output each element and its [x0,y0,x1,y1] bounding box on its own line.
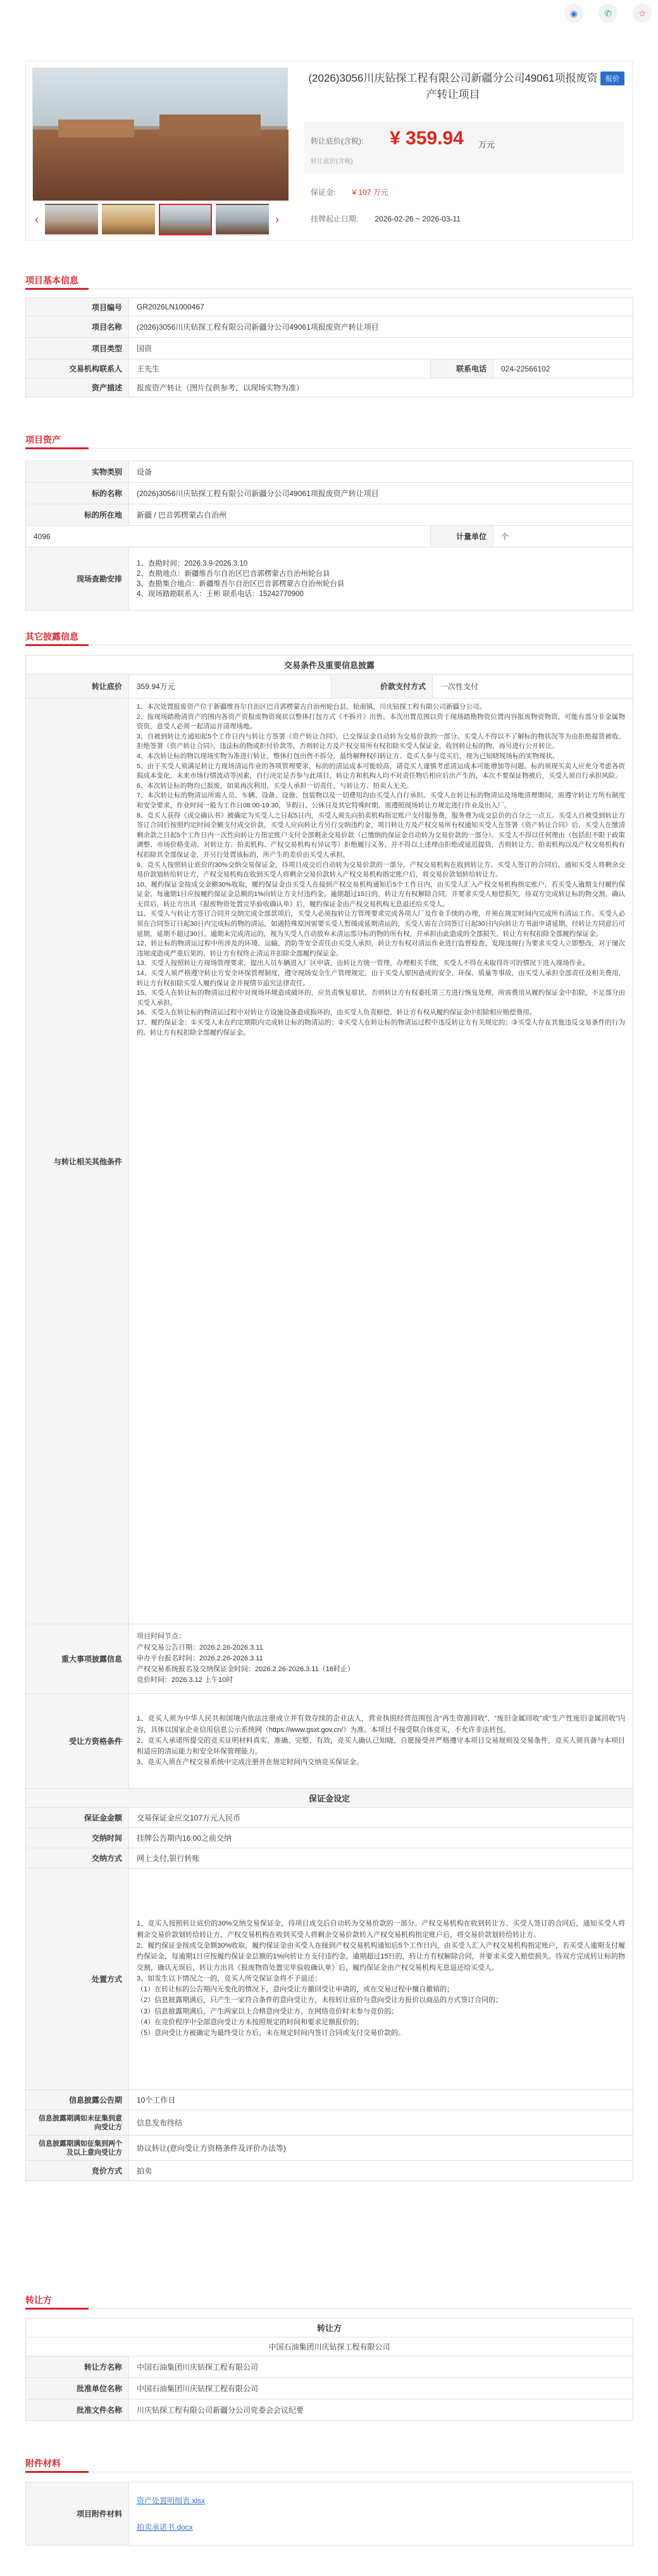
star-icon[interactable]: ☆ [633,4,652,23]
time-label: 交纳时间 [26,1828,129,1848]
deposit-row [311,187,388,197]
guarantee-method: 网上支付,银行转账 [129,1848,633,1869]
disclosure-table [25,655,633,2181]
transfer-price: 359.94万元 [129,675,332,699]
thumbnail[interactable] [102,204,155,235]
date-label: 挂牌起止日期: [311,215,359,223]
section-title-basic: 项目基本信息 [25,275,78,285]
qualification-info: 1、竞买人须为中华人民共和国境内依法注册成立并有效存续的企业法人，营业执照经营范围包含“再生资源回收”、“废旧金属回收”或“生产性废旧金属回收”内容，具体以国家企业信用信息公示系统网（https://www.gsxt.gov.cn/）为准。本项目不接受联合体竞买，不允许非法转包。 2、竞买人承诺所提交的竞买证明材料真实、准确、完整、有效，竞买人确认已知晓、自愿接受并严格遵守本项目交易规则及交易条件，竞买人须具备与本项目相适应的清运能力和安全环保管理能力。 3、竞买人须在产权交易系统中完成注册并在规定时间内交纳竞买保证金。 [129,1694,633,1789]
photo-thumbnails [32,204,288,235]
price-value: ¥ 359.94 [390,128,464,149]
project-summary [25,61,633,241]
handling-label: 处置方式 [26,1869,129,2090]
section-title-disclosure: 其它披露信息 [25,632,78,642]
thumbnail[interactable] [159,204,212,235]
section-title-transferor: 转让方 [25,2295,52,2305]
phone-label: 联系电话 [431,359,494,378]
guarantee-amount: 交易保证金应交107万元人民币 [129,1808,633,1828]
conditions-label: 与转让相关其他条件 [26,699,129,1624]
deposit-label: 保证金: [311,188,336,197]
section-title-attachments: 附件材料 [25,2458,61,2468]
asset-table [25,461,633,611]
kind-label: 实物类别 [26,461,129,483]
guarantee-subhead: 保证金设定 [26,1789,633,1808]
price-unit: 万元 [478,140,495,149]
chevron-right-icon[interactable]: › [275,213,279,226]
bidding-method: 拍卖 [129,2161,633,2181]
no-buyer-label: 信息披露期满如未征集到意向受让方 [26,2110,129,2136]
transferor-table [25,2318,633,2421]
contact-phone: 024-22566102 [494,359,633,378]
asset-kind: 设备 [129,461,633,483]
deposit-value: ¥ 107 万元 [352,188,388,197]
contact-label: 交易机构联系人 [26,359,129,378]
price-label: 转让底价 [26,675,129,699]
no-buyer-value: 信息发布终结 [129,2110,633,2136]
bidding-label: 竞价方式 [26,2161,129,2181]
asset-name-label: 标的名称 [26,483,129,504]
asset-quantity: 4096 [26,526,431,547]
payment-method: 一次性支付 [433,675,633,699]
thumbnail[interactable] [216,204,269,235]
transferor-name-label: 转让方名称 [26,2356,129,2378]
date-row [311,213,461,224]
chevron-left-icon[interactable]: ‹ [35,213,39,226]
thumbnail[interactable] [45,204,98,235]
attachment-link[interactable]: 资产处置明细表.xlsx [137,2496,206,2505]
wechat-icon[interactable]: ✆ [599,4,618,23]
date-value: 2026-02-26 ~ 2026-03-11 [375,215,461,223]
status-badge: 报价 [600,72,624,85]
method-label: 交纳方式 [26,1848,129,1869]
multi-buyer-label: 信息披露期满如征集到两个及以上意向受让方 [26,2136,129,2161]
handling-info: 1、竞买人按照转让底价的30%交纳交易保证金，待项目成交后自动转为交易价款的一部分。产权交易机构在收到转让方、买受人签订的合同后，通知买受人将剩余交易价款划转给转让方，产权交易机构在收到买受人将剩余交易价款转入产权交易机构指定账户后，将交易价款划转给转让方。 2、履约保证金按成交金额30%收取，履约保证金由买受人在接到产权交易机构通知后5个工作日内，由买受人汇入产权交易机构指定账户，若买受人逾期支付履约保证金，每逾期1日应按履约保证金总额的1%向转让方支付违约金。逾期超过15日的，转让方有权解除合同，并要求买受人赔偿损失。待双方完成转让标的物交割，确认无误后，转让方出具《报废物资处置完毕验收确认单》后，履约保证金由产权交易机构无息退还给买受人。 3、如发生以下情况之一的，竞买人所交保证金将不予退还： （1）在转让标的公告期内无变化的情况下，意向受让方撤回受让申请的，或在交易过程中擅自撤销的； （2）信息披露期满后，只产生一家符合条件的意向受让方，未按转让底价与意向受让方报价以商品的方式签订合同的； （3）信息披露期满后，产生两家以上合格意向受让方，在网络竞价时未参与竞价的； （4）在竞价程序中全部意向受让方未按照规定的时间和要求足额报价的； （5）意向受让方被确定为最终受让方后，未在规定时间内签订合同或支付交易价款的。 [129,1869,633,2090]
desc-label: 资产描述 [26,378,129,397]
qualification-label: 受让方资格条件 [26,1694,129,1789]
attachments-table [25,2482,633,2546]
approval-doc: 川庆钻探工程有限公司新疆分公司党委会会议纪要 [129,2399,633,2421]
contact-person: 王先生 [129,359,431,378]
section-divider [25,448,633,449]
attachment-link[interactable]: 拍卖承诺书.docx [137,2522,193,2532]
attachments-label: 项目附件材料 [26,2482,129,2546]
section-divider [25,2308,633,2309]
asset-name: (2026)3056川庆钻探工程有限公司新疆分公司49061项报废资产转让项目 [129,483,633,504]
location-label: 标的所在地 [26,504,129,526]
approval-doc-label: 批准文件名称 [26,2399,129,2421]
project-title: (2026)3056川庆钻探工程有限公司新疆分公司49061项报废资产转让项目 [308,72,598,101]
approver-name: 中国石油集团川庆钻探工程有限公司 [129,2378,633,2399]
amount-label: 保证金金额 [26,1808,129,1828]
viewing-label: 现场查勘安排 [26,547,129,611]
guarantee-time: 挂牌公告期内16:00之前交纳 [129,1828,633,1848]
transferor-name: 中国石油集团川庆钻探工程有限公司 [129,2356,633,2378]
payment-method-label: 价款支付方式 [332,675,433,699]
disclosure-subhead: 交易条件及重要信息披露 [26,656,633,675]
announcement-label: 信息披露公告期 [26,2090,129,2110]
weibo-icon[interactable]: ◉ [564,4,583,23]
transfer-conditions: 1、本次处置报废资产位于新疆维吾尔自治区巴音郭楞蒙古自治州轮台县、轮南镇，川庆钻探工程有限公司新疆分公司。 2、按现场踏勘清资产的围内各资产资报废物资现状以整体打包方式《不拆开》出售。本次出置范围以资于现场踏勘物资位置内容报废物资物资，可能有部分非金属物资资，意受人必须一起清运并清理场地。 3、自被到转让方通知起5个工作日内与转让方签署《资产转让合同》，已交保证金自动转为交易价款的一部分。买受人不得以不了解标的物状况等为由拒绝提货被收、拒绝签署《资产转让合同》，违法标的物或拒付价款等，否则转让方及产权交易所有权扣除买受人保证金，收回转让标的物，再另进行公开转让。 4、本次转让标的物以现场实物为准进行转让，整体打包出售不拆分，最终解释权归转让方。竞买人参与竞买后，视为已知晓现场标的实物现状。 5、由于买受人须满足转让方现场清运作业的各项管理要求，标的的清运成本可能较高，请竞买人谨慎考虑清运成本可能增加等问题。标的须现买卖人应充分考虑各资损成本变化，未来市场行情波动等因素，自行决定是否参与此项目，转让方和机构人均不对责任物后相应后出产生的，本次不要保证物被后，买受人须自行承担风险。 6、本次转让标的物均已报废，如果再次利用，买受人承担一切责任，与转让方、拍卖人无关。 7、本次转让标的物清运所需人员、车辆、设备、设施、包装物以及一切费用均由买受人自行承担。买受人在转让标的物清运及场地清理期间，需遵守转让方所有制度和安全要求，作业时间一般为工作日08:00-19:30，节假日、公休日及其它特殊时期，需遵照现场转让方规定进行作业及出入厂。 8、竞买人获得《成交确认书》被确定为买受人之日起5日内，买受人须先向拍卖机构指定账户支付服务费，服务费为成交总价的百分之一点五。买受人自被受到转让方签订合同后按照约定时间全额支付成交价款，买受人应向转让方另行交纳违约金，项目转让方及产权交易所有权通知买受人在签署《资产转让合同》后，买受人在缴清剩余款之日起5个工作日内一次性向转让方指定账户支付全部剩余交易价款（已缴纳的保证金自动转为交易价款的一部分）。买受人不得以任何理由（包括但不限于政策调整、市场价格变动、对转让方、拍卖机构、产权交易机构有异议等）拒绝履行义务，并不得以上述理由拒绝或延迟提货，否则转让方、拍卖机构以及产权交易机构有权扣除其全部保证金，并另行处置该标的，所产生的差价由买受人承担。 9、竞买人按照转让底价的30%交纳交易保证金，待项目成交后自动转为交易价款的一部分。产权交易机构在收到转让方、买受人签订的合同后，通知买受人将剩余交易价款划转给转让方，产权交易机构在收到买受人将剩余交易价款转入产权交易机构指定账户后，将交易价款划转给转让方。 10、履约保证金按成交金额30%收取，履约保证金由买受人在接到产权交易机构通知后5个工作日内，由买受人汇入产权交易机构指定账户，若买受人逾期支付履约保证金，每逾期1日应按履约保证金总额的1%向转让方支付违约金。逾期超过15日的，转让方有权解除合同，并要求买受人赔偿损失，待双方完成转让标的物交割，确认无误后，转让方出具《报废物资处置完毕验收确认单》后，履约保证金由产权交易机构无息退还给买受人。 11、买受人与转让方签订合同并交纳完成全部款项后，买受人必须按转让方管理要求完成各项人厂及作业手续的办理，并须在规定时间内完成所有清运工作。买受人必须在合同签订日起30日内完成标的物的清运，如遇特殊原因需要买受人暂缓或延期清运的，买受人需在合同签订日起30日内向转让方书面申请延期，经转让方同意后可延期，延期不超过30日。逾期未完成清运的，视为买受人自动放弃未清运部分标的物的所有权，并承担由此造成的全部损失，转让方有权扣除全部履约保证金。 12、转让标的物清运过程中所涉及的环境、运输、消防等安全责任由买受人承担，转让方有权对清运作业进行监督检查，发现违规行为要求买受人立即整改，对于屡次违规或造成严重后果的，转让方有权终止清运并扣除全部履约保证金。 13、买受人按照转让方现场管理要求，提出人员车辆进入厂区申请，由转让方统一管理，办理相关手续，买受人不得在未取得许可的情况下进入现场作业。 14、买受人须严格遵守转让方安全环保管理制度，遵守现场安全生产管理规定，由于买受人原因造成的安全、环保、质量等事故，由买受人承担全部责任及相关费用，转让方有权扣除买受人履约保证金并视情节追究法律责任。 15、买受人在转让标的物清运过程中对现场环境造成破坏的，应负责恢复原状，否则转让方有权委托第三方进行恢复处理，所需费用从履约保证金中扣除，不足部分由买受人承担。 16、买受人在转让标的物清运过程中对转让方设施设备造成损坏的，由买受人负责赔偿，转让方有权从履约保证金中扣除相应赔偿费用。 17、履约保证金：①买受人未在约定期限内完成转让标的物清运的；②买受人在转让标的物清运过程中违反转让方有关规定的；③买受人存在其他违反交易条件的行为的。转让方有权扣除全部履约保证金。 [129,699,633,1624]
share-bar [564,4,652,23]
asset-location: 新疆 / 巴音郭楞蒙古自治州 [129,504,633,526]
project-code: GR2026LN1000467 [129,298,633,316]
price-label: 转让底价(含税): [311,137,364,146]
schedule-info: 项目时间节点： 产权交易公告日期：2026.2.26-2026.3.11 申办平台报名时间：2026.2.26-2026.3.11 产权交易系统报名及交纳保证金时间：2026.2.26-2026.3.11（16时止） 竞价时间：2026.3.12 上午10时 [129,1624,633,1694]
name-label: 项目名称 [26,316,129,338]
schedule-label: 重大事项披露信息 [26,1624,129,1694]
transferor-subhead: 转让方 [26,2318,633,2337]
price-box [304,121,624,173]
approver-label: 批准单位名称 [26,2378,129,2399]
asset-description: 报废资产转让（图片仅供参考，以现场实物为准） [129,378,633,397]
project-type: 国资 [129,338,633,359]
unit-label: 计量单位 [431,526,494,547]
code-label: 项目编号 [26,298,129,316]
announcement-period: 10个工作日 [129,2090,633,2110]
basic-info-table [25,297,633,397]
viewing-arrangement: 1、查勘时间：2026.3.9-2026.3.10 2、查勘地点：新疆维吾尔自治区巴音郭楞蒙古自治州轮台县 3、查勘集合地点：新疆维吾尔自治区巴音郭楞蒙古自治州轮台县 4、现场踏勘联系人：王彬 联系电话：15242770900 [129,547,633,611]
section-title-asset: 项目资产 [25,435,61,445]
project-name: (2026)3056川庆钻探工程有限公司新疆分公司49061项报废资产转让项目 [129,316,633,338]
main-photo [32,68,288,197]
multi-buyer-value: 协议转让(意向受让方资格条件及评价办法等) [129,2136,633,2161]
asset-unit: 个 [494,526,633,547]
price-note: 转让底价(含税) [311,158,353,165]
transferor-company: 中国石油集团川庆钻探工程有限公司 [26,2337,633,2356]
type-label: 项目类型 [26,338,129,359]
